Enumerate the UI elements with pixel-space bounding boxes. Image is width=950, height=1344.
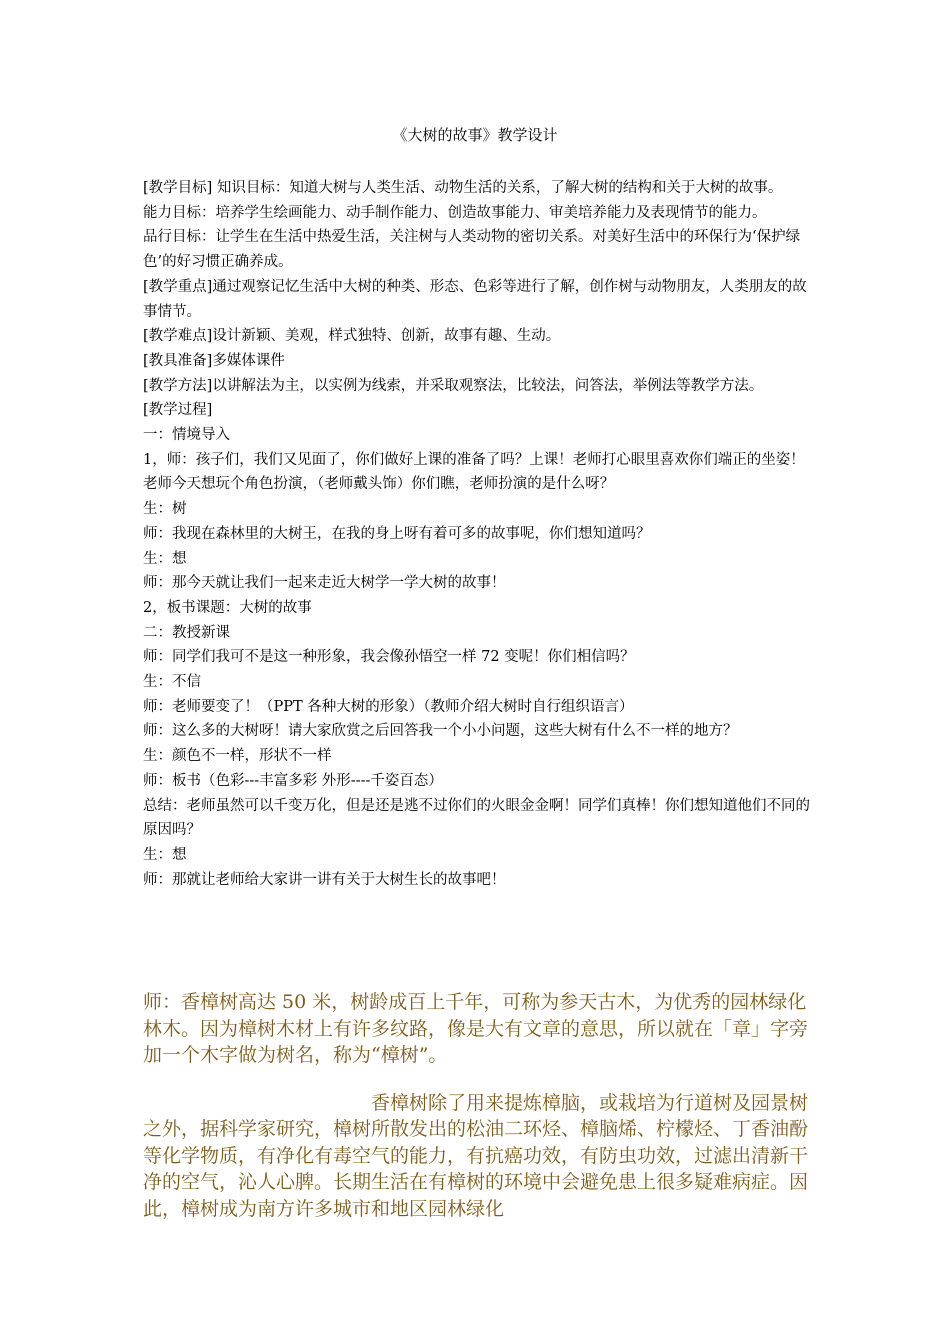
paragraph-board-title: 2，板书课题：大树的故事 bbox=[143, 599, 312, 616]
dialogue-line: 师：这么多的大树呀！请大家欣赏之后回答我一个小小问题，这些大树有什么不一样的地方？ bbox=[143, 723, 738, 740]
story-paragraph: 师：香樟树高达 50 米，树龄成百上千年，可称为参天古木，为优秀的园林绿化林木。因为樟树木材上有许多纹路，像是大有文章的意思，所以就在「章」字旁加一个木字做为树名，称为“樟树”。 bbox=[143, 991, 809, 1066]
dialogue-line: 师：那今天就让我们一起来走近大树学一学大树的故事！ bbox=[143, 575, 506, 592]
paragraph-summary: 总结：老师虽然可以千变万化，但是还是逃不过你们的火眼金金啊！同学们真棒！你们想知道他们不同的原因吗？ bbox=[143, 797, 810, 839]
paragraph-section-two-heading: 二：教授新课 bbox=[143, 624, 230, 641]
paragraph-key-points: [教学重点]通过观察记忆生活中大树的种类、形态、色彩等进行了解，创作树与动物朋友，人类朋友的故事情节。 bbox=[143, 278, 807, 320]
paragraph-difficulties: [教学难点]设计新颖、美观，样式独特、创新，故事有趣、生动。 bbox=[143, 328, 561, 345]
dialogue-line: 生：颜色不一样，形状不一样 bbox=[143, 748, 332, 765]
dialogue-line: 生：想 bbox=[143, 846, 187, 863]
dialogue-line: 师：板书（色彩---丰富多彩 外形----千姿百态） bbox=[143, 772, 443, 789]
paragraph-teaching-goal-ability: 能力目标：培养学生绘画能力、动手制作能力、创造故事能力、审美培养能力及表现情节的能力。 bbox=[143, 204, 767, 221]
dialogue-line: 生：不信 bbox=[143, 674, 201, 691]
paragraph-teaching-methods: [教学方法]以讲解法为主，以实例为线索，并采取观察法，比较法，问答法，举例法等教学方法。 bbox=[143, 377, 764, 394]
dialogue-line: 师：我现在森林里的大树王，在我的身上呀有着可多的故事呢，你们想知道吗？ bbox=[143, 525, 651, 542]
camphor-tree-story bbox=[143, 989, 818, 1222]
story-paragraph: 香樟树除了用来提炼樟脑，或栽培为行道树及园景树之外，据科学家研究，樟树所散发出的松油二环烃、樟脑烯、柠檬烃、丁香油酚等化学物质，有净化有毒空气的能力，有抗癌功效，有防虫功效，过滤出清新干净的空气，沁人心脾。长期生活在有樟树的环境中会避免患上很多疑难病症。因此，樟树成为南方许多城市和地区园林绿化 bbox=[143, 1091, 809, 1220]
lesson-plan-body bbox=[143, 176, 813, 892]
dialogue-line: 生：想 bbox=[143, 550, 187, 567]
dialogue-line: 师：同学们我可不是这一种形象，我会像孙悟空一样 72 变呢！你们相信吗？ bbox=[143, 649, 635, 666]
dialogue-line: 生：树 bbox=[143, 501, 187, 518]
paragraph-teaching-goal-character: 品行目标：让学生在生活中热爱生活，关注树与人类动物的密切关系。对美好生活中的环保行为‘保护绿色’的好习惯正确养成。 bbox=[143, 229, 801, 271]
dialogue-line: 1，师：孩子们，我们又见面了，你们做好上课的准备了吗？上课！老师打心眼里喜欢你们端正的坐姿！老师今天想玩个角色扮演，（老师戴头饰）你们瞧，老师扮演的是什么呀？ bbox=[143, 451, 805, 493]
paragraph-teaching-goal-knowledge: [教学目标] 知识目标：知道大树与人类生活、动物生活的关系，了解大树的结构和关于大树的故事。 bbox=[143, 180, 783, 196]
paragraph-section-one-heading: 一：情境导入 bbox=[143, 427, 230, 444]
paragraph-teaching-process-heading: [教学过程] bbox=[143, 402, 213, 419]
dialogue-line: 师：那就让老师给大家讲一讲有关于大树生长的故事吧！ bbox=[143, 871, 506, 888]
dialogue-line: 师：老师要变了！（PPT 各种大树的形象）（教师介绍大树时自行组织语言） bbox=[143, 698, 634, 715]
document-title: 《大树的故事》教学设计 bbox=[392, 126, 558, 144]
paragraph-teaching-aids: [教具准备]多媒体课件 bbox=[143, 352, 285, 369]
